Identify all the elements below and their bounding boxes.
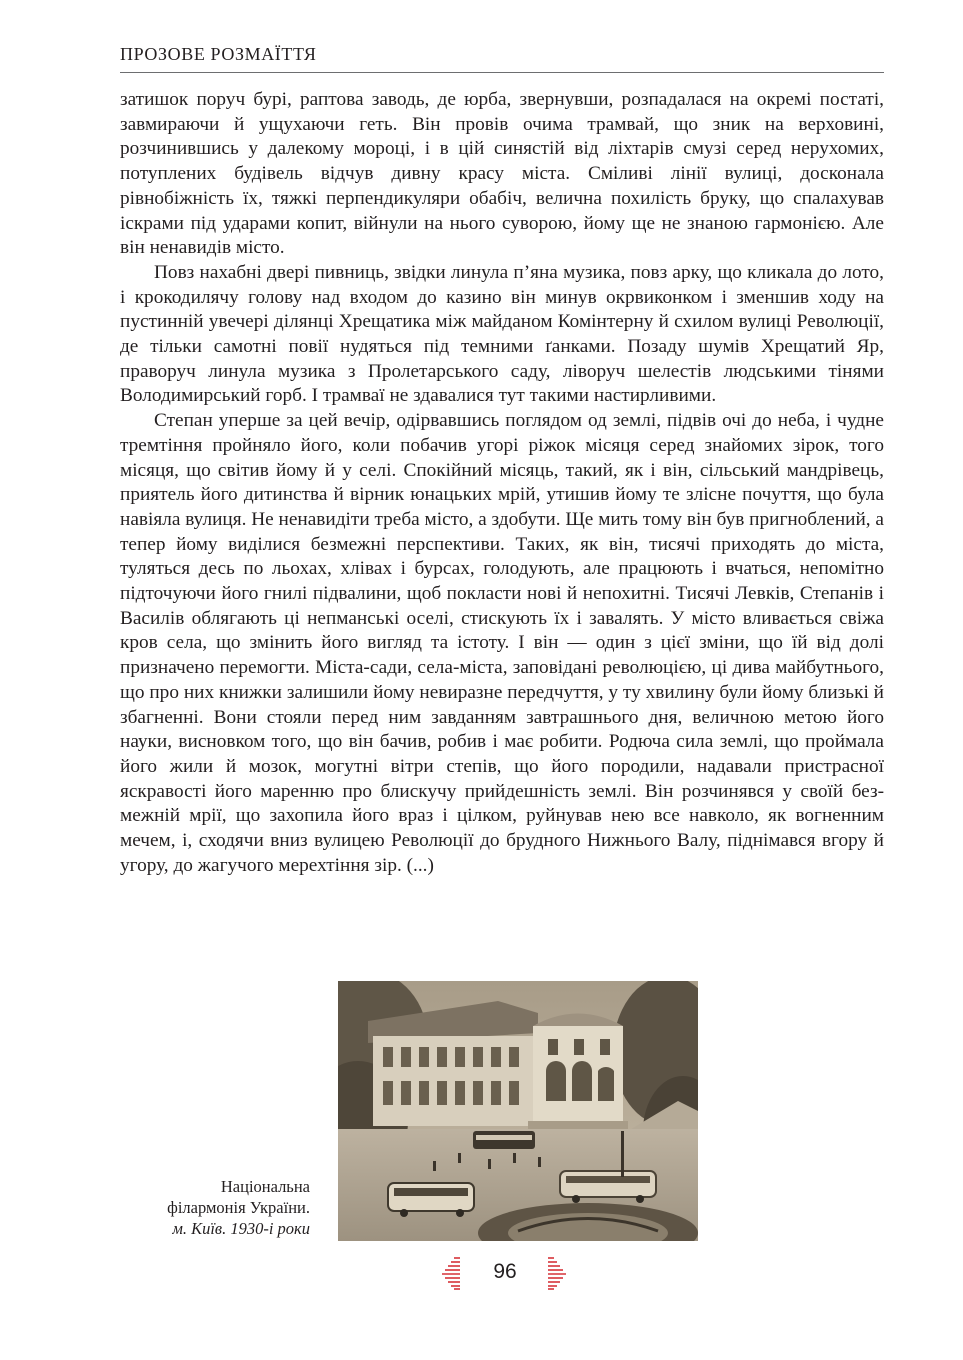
- caption-line-1: Національна: [220, 1177, 310, 1196]
- philharmonic-photo: [338, 981, 698, 1241]
- running-title: ПРОЗОВЕ РОЗМАЇТТЯ: [120, 44, 317, 64]
- caption-line-2: філармонія України.: [167, 1198, 310, 1217]
- folio-ornament-right-icon: [546, 1256, 568, 1290]
- body-text: [120, 88, 884, 879]
- caption-place: м. Київ. 1930-і роки: [172, 1219, 310, 1238]
- paragraph-2: Повз нахабні двері пивниць, звідки линула п’яна музика, повз арку, що кликала до лото, і крокодилячу голову над входом до казино він минув окрвиконком і зменшив ходу на пустинній увечері ділянці Хрещатика між майданом Комінтерну й схилом вулиці Революції, де тільки самотні повії нудяться під темними ґанками. Позаду шумів Хрещатий Яр, праворуч линула музика з Пролетарського саду, ліворуч шелестів людськими тінями Володимирський горб. І трамваї не здавалися тут такими настирливими.: [120, 261, 884, 407]
- paragraph-3: Степан уперше за цей вечір, одірвавшись поглядом од землі, підвів очі до неба, і чудне тремтіння пройняло його, коли побачив угорі ріжок місяця серед знайомих зірок, того місяця, що світив йому й у селі. Спокійний місяць, такий, як і він, сільський мандрівець, приятель його дитинства й вірник юнацьких мрій, утишив йому те злісне почуття, що була навіяла вулиця. Не ненавидіти треба місто, а здобути. Ще мить тому він був пригноблений, а тепер йому виділися безмежні перспективи. Таких, як він, тисячі приходять до міста, туляться десь по льохах, хлівах і бурсах, голодують, але працюють і вчаться, непомітно підточуючи його гнилі підвалини, щоб покласти нові й непохитні. Тисячі Левків, Степанів і Василів облягають ці непманські оселі, стискують їх і завалять. У місто вливається свіжа кров села, що змінить його вигляд та істоту. І він — один з цієї зміни, що їй від долі призначено перемогти. Міста-сади, села-міста, заповідані революцією, ці дива майбутнього, що про них книжки залишили йому невиразне передчуття, у ту хвилину були йому близькі й збагненні. Вони стояли перед ним завданням завтрашнього дня, величною метою його науки, висновком того, що він бачив, робив і має робити. Родюча сила землі, що проймала його жили й мозок, могутні вітри степів, що його породили, надавали пристрасної яскравості його маренню про блискучу прийдешність землі. Він розчинявся у своїй безмежній мрії, що захопила його враз і цілком, руйнував нею все навколо, як вогненним мечем, і, сходячи вниз вулицею Революції до брудного Нижнього Валу, піднімався вгору й угору, до жагучого мерехтіння зір. (...): [120, 410, 884, 876]
- page-folio: [440, 1254, 570, 1294]
- header-rule: [120, 72, 884, 73]
- paragraph-1: затишок поруч бурі, раптова заводь, де юрба, звернувши, розпадалася на окремі постаті, завмираючи й ущухаючи геть. Він провів очима трамвай, що зник на верховині, розчинившись у далекому мороці, і в цій синястій від ліхтарів смузі серед нерухомих, потуплених будівель відчув дивну красу міста. Сміливі лінії вулиці, досконала рівнобіжність їх, тяжкі перпендикуляри обабіч, велична похилість бруку, що спалахував іскрами під ударами копит, війнули на нього суворою, йому ще не знаною гармонією. Але він ненавидів місто.: [120, 89, 884, 259]
- figure-caption: [120, 1176, 310, 1239]
- page-number: 96: [493, 1260, 517, 1283]
